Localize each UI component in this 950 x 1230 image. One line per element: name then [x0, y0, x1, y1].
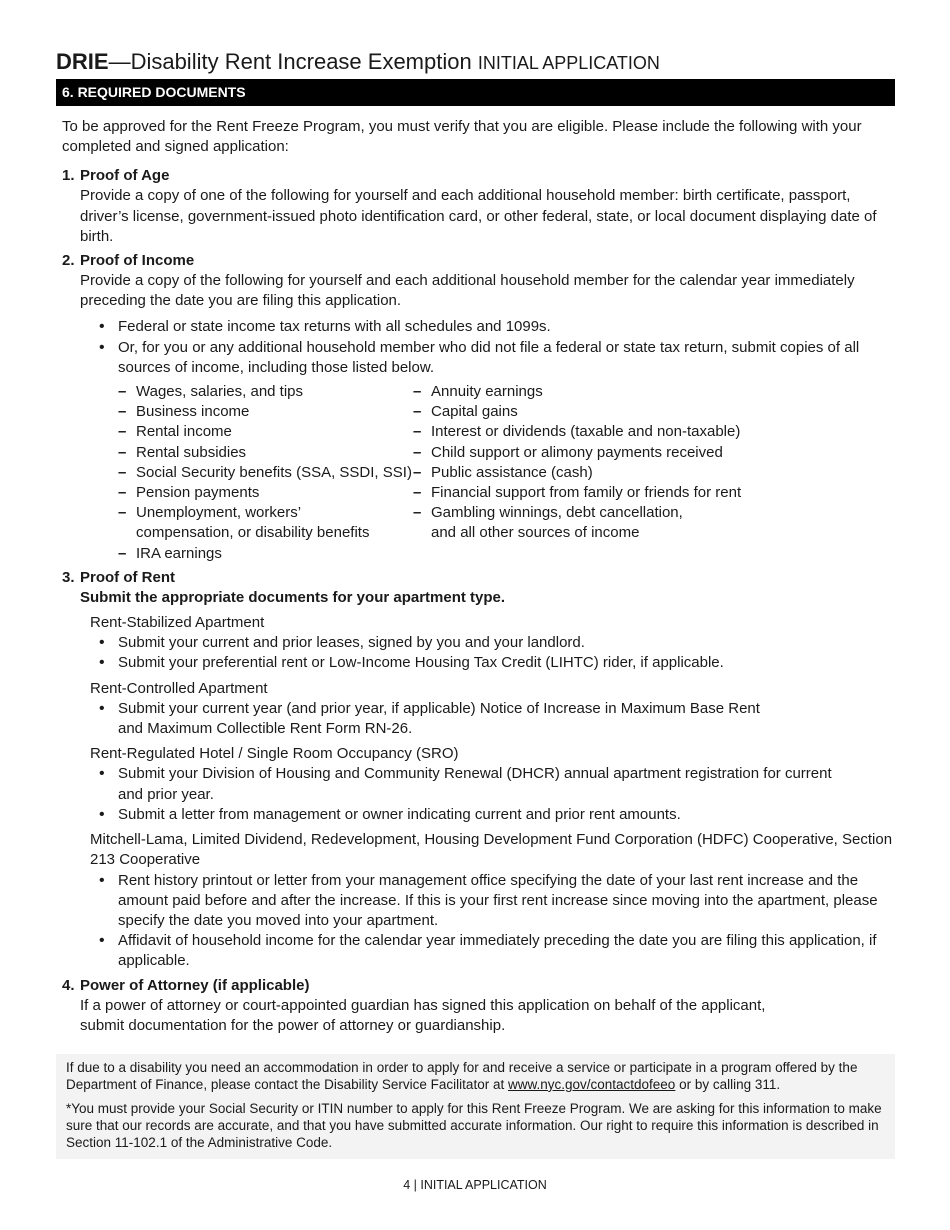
list-item: – Business income: [56, 402, 431, 422]
apartment-type-heading: Rent-Stabilized Apartment: [90, 614, 265, 632]
ssn-notice: *You must provide your Social Security or ITIN number to apply for this Rent Freeze Program. We are asking for this information to make sure that our records are accurate, and that you have submitted accurate information. Our right to require this information is described in Section 11-102.1 of the Administrative Code.: [66, 1100, 882, 1150]
program-name: Disability Rent Increase Exemption: [130, 49, 472, 74]
proof-of-age-heading: 1. Proof of Age: [62, 167, 170, 185]
list-item: • Affidavit of household income for the calendar year immediately preceding the date you are filing this application, if applicable.: [56, 931, 895, 971]
accommodation-notice: If due to a disability you need an accommodation in order to apply for and receive a service or participate in a program offered by the Department of Finance, please contact the Disability Service Facilitator at www.nyc.gov/contactdofeeo or by calling 311.: [66, 1059, 858, 1092]
apartment-type-bullets: [56, 871, 895, 972]
apartment-type-heading: Mitchell-Lama, Limited Dividend, Redevelopment, Housing Development Fund Corporation (HDFC) Cooperative, Section 213 Cooperative: [90, 831, 893, 869]
list-item: • Or, for you or any additional household member who did not file a federal or state tax return, submit copies of all sources of income, including those listed below.: [56, 338, 895, 378]
list-item: – Public assistance (cash): [351, 463, 771, 483]
list-item: • Submit your current year (and prior year, if applicable) Notice of Increase in Maximum Base Rent and Maximum Collectible Rent Form RN-26.: [56, 699, 895, 739]
list-item: – Child support or alimony payments received: [351, 443, 771, 463]
apartment-type-heading: Rent-Controlled Apartment: [90, 679, 268, 697]
page-number: 4 | INITIAL APPLICATION: [403, 1178, 547, 1192]
list-item: – Wages, salaries, and tips: [56, 382, 431, 402]
list-item: • Rent history printout or letter from your management office specifying the date of your last rent increase and the amount paid before and after the increase. If this is your first rent increase since moving into the apartment, please specify the date you moved into your apartment.: [56, 871, 895, 932]
title-dash: —: [108, 49, 131, 74]
list-item: – Rental subsidies: [56, 443, 431, 463]
list-item: – Pension payments: [56, 483, 431, 503]
apartment-type-bullets: [56, 764, 895, 825]
list-item: • Submit your current and prior leases, signed by you and your landlord.: [56, 633, 895, 653]
form-type: INITIAL APPLICATION: [477, 53, 660, 73]
list-item: – Interest or dividends (taxable and non-taxable): [351, 422, 771, 442]
proof-of-rent-subtitle: Submit the appropriate documents for your apartment type.: [80, 588, 506, 606]
power-of-attorney-text: If a power of attorney or court-appointed guardian has signed this application on behalf of the applicant, submit documentation for the power of attorney or guardianship.: [80, 996, 766, 1034]
proof-of-income-text: Provide a copy of the following for yourself and each additional household member for the calendar year immediately preceding the date you are filing this application.: [80, 272, 855, 310]
list-item: • Submit your preferential rent or Low-Income Housing Tax Credit (LIHTC) rider, if applicable.: [56, 653, 895, 673]
list-item: – IRA earnings: [56, 544, 431, 564]
form-title: [56, 48, 895, 77]
list-item: – Gambling winnings, debt cancellation, and all other sources of income: [351, 503, 771, 543]
list-item: • Submit your Division of Housing and Community Renewal (DHCR) annual apartment registration for current and prior year.: [56, 764, 895, 804]
list-item: – Annuity earnings: [351, 382, 771, 402]
apartment-type-bullets: [56, 699, 895, 739]
list-item: – Capital gains: [351, 402, 771, 422]
list-item: – Financial support from family or friends for rent: [351, 483, 771, 503]
list-item: • Submit a letter from management or owner indicating current and prior rent amounts.: [56, 805, 895, 825]
program-abbreviation: DRIE: [56, 49, 109, 74]
proof-of-income-heading: 2. Proof of Income: [62, 252, 195, 270]
income-sources-right: [351, 382, 771, 564]
list-item: – Unemployment, workers’ compensation, or disability benefits: [56, 503, 431, 543]
notice-box: [56, 1054, 895, 1159]
proof-of-age-text: Provide a copy of one of the following for yourself and each additional household member: birth certificate, passport, driver’s license, government-issued photo identification card, or other federal, state, or local document displaying date of birth.: [80, 187, 877, 245]
contact-link[interactable]: www.nyc.gov/contactdofeeo: [507, 1076, 676, 1092]
income-sources: [56, 382, 895, 564]
list-item: • Federal or state income tax returns with all schedules and 1099s.: [56, 317, 895, 337]
power-of-attorney-heading: 4. Power of Attorney (if applicable): [62, 976, 310, 994]
intro-paragraph: To be approved for the Rent Freeze Program, you must verify that you are eligible. Please include the following with your completed and signed application:: [62, 118, 862, 156]
section-header: 6. REQUIRED DOCUMENTS: [56, 79, 895, 106]
apartment-type-heading: Rent-Regulated Hotel / Single Room Occupancy (SRO): [90, 745, 459, 763]
list-item: – Rental income: [56, 422, 431, 442]
document-page: [56, 48, 895, 1159]
list-item: – Social Security benefits (SSA, SSDI, SSI): [56, 463, 431, 483]
apartment-type-bullets: [56, 633, 895, 673]
proof-of-rent-heading: 3. Proof of Rent: [62, 568, 175, 586]
income-bullet-list: [56, 317, 895, 378]
